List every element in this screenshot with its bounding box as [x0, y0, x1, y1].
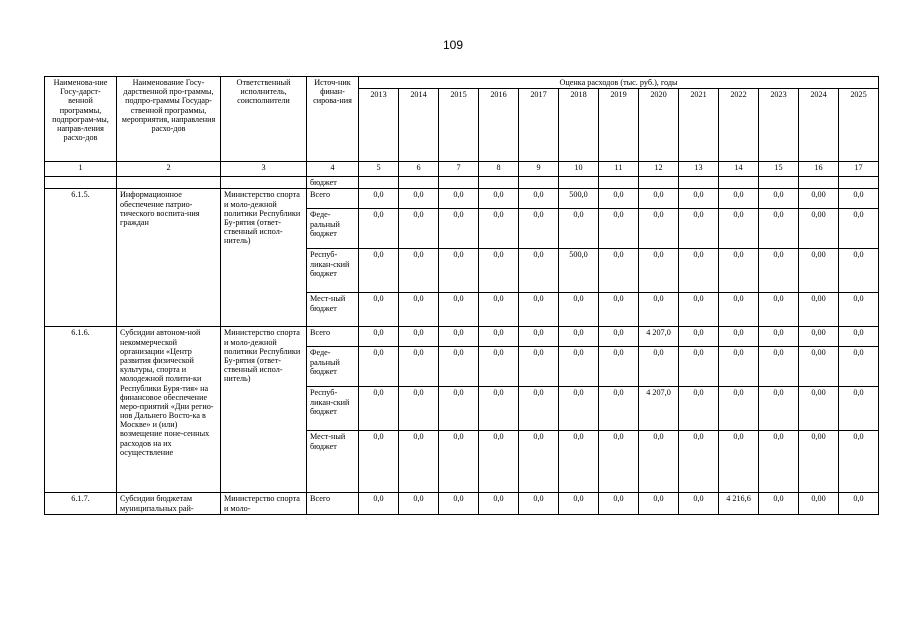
amount-cell: 0,0: [839, 431, 879, 493]
column-number: 7: [439, 162, 479, 177]
amount-cell: 0,0: [839, 387, 879, 431]
amount-cell: 4 216,6: [719, 493, 759, 515]
amount-cell: 0,0: [439, 387, 479, 431]
funding-source-cell: Мест-ный бюджет: [307, 293, 359, 327]
amount-cell: 0,00: [799, 387, 839, 431]
funding-source-cell: Респуб-ликан-ский бюджет: [307, 249, 359, 293]
amount-cell: 0,0: [759, 387, 799, 431]
amount-cell: 0,0: [719, 327, 759, 347]
amount-cell: 0,0: [559, 293, 599, 327]
amount-cell: 0,0: [679, 249, 719, 293]
page-number: 109: [442, 38, 464, 52]
column-number: 3: [221, 162, 307, 177]
column-number: 6: [399, 162, 439, 177]
amount-cell: 0,0: [599, 387, 639, 431]
amount-cell: 0,0: [479, 189, 519, 209]
amount-cell: 0,0: [559, 209, 599, 249]
amount-cell: 0,00: [799, 249, 839, 293]
amount-cell: 0,0: [439, 209, 479, 249]
carry-over-row: [45, 177, 879, 189]
header-program-name: Наименова-ние Госу-дарст-венной программы, подпрограм-мы, направ-ления расхо-дов: [45, 77, 117, 162]
amount-cell: 0,0: [439, 347, 479, 387]
column-number: 16: [799, 162, 839, 177]
amount-cell: 0,0: [599, 249, 639, 293]
amount-cell: 0,0: [679, 387, 719, 431]
amount-cell: 0,0: [559, 387, 599, 431]
amount-cell: 0,00: [799, 189, 839, 209]
amount-cell: 0,0: [519, 347, 559, 387]
table-row: [45, 493, 879, 515]
amount-cell: 0,0: [599, 209, 639, 249]
year-header: 2015: [439, 89, 479, 162]
responsible-executor: Министерство спорта и моло-дежной политики Республики Бу-рятия (ответ-ственный испол-нитель): [221, 189, 307, 327]
responsible-executor: Министерство спорта и моло-дежной политики Республики Бу-рятия (ответ-ственный испол-нитель): [221, 327, 307, 493]
funding-source-cell: бюджет: [307, 177, 359, 189]
amount-cell: 0,0: [399, 209, 439, 249]
measure-name: Информационное обеспечение патрио-тического воспита-ния граждан: [117, 189, 221, 327]
amount-cell: 0,0: [839, 347, 879, 387]
amount-cell: 0,0: [599, 493, 639, 515]
year-header: 2016: [479, 89, 519, 162]
amount-cell: 0,0: [519, 431, 559, 493]
amount-cell: 0,0: [479, 387, 519, 431]
measure-code: 6.1.5.: [45, 189, 117, 327]
amount-cell: 0,0: [399, 347, 439, 387]
table-body: [45, 177, 879, 515]
column-number: 2: [117, 162, 221, 177]
amount-cell: 0,0: [399, 189, 439, 209]
amount-cell: 0,0: [679, 209, 719, 249]
amount-cell: 0,0: [359, 387, 399, 431]
amount-cell: 0,0: [759, 327, 799, 347]
header-funding-source: Источ-ник финан-сирова-ния: [307, 77, 359, 162]
amount-cell: 0,0: [719, 387, 759, 431]
amount-cell: 0,00: [799, 347, 839, 387]
amount-cell: 0,0: [359, 431, 399, 493]
amount-cell: 0,0: [639, 189, 679, 209]
amount-cell: 0,0: [399, 493, 439, 515]
amount-cell: 0,0: [599, 347, 639, 387]
column-number: 15: [759, 162, 799, 177]
year-header: 2022: [719, 89, 759, 162]
amount-cell: 0,0: [639, 209, 679, 249]
amount-cell: 0,0: [359, 293, 399, 327]
column-number: 9: [519, 162, 559, 177]
amount-cell: 0,0: [719, 249, 759, 293]
header-measure-name: Наименование Госу-дарственной про-граммы, подпро-граммы Государ-ственной программы, мероприятия, направления расхо-дов: [117, 77, 221, 162]
year-header: 2023: [759, 89, 799, 162]
amount-cell: 0,0: [599, 189, 639, 209]
amount-cell: 0,0: [839, 189, 879, 209]
amount-cell: 0,0: [679, 327, 719, 347]
amount-cell: 0,0: [479, 249, 519, 293]
amount-cell: 0,0: [679, 347, 719, 387]
amount-cell: 0,0: [399, 431, 439, 493]
year-header: 2021: [679, 89, 719, 162]
amount-cell: 0,00: [799, 209, 839, 249]
expenditure-table: [44, 76, 879, 515]
amount-cell: 0,0: [519, 189, 559, 209]
amount-cell: 0,0: [679, 493, 719, 515]
amount-cell: 0,0: [639, 347, 679, 387]
amount-cell: 0,0: [479, 209, 519, 249]
amount-cell: 0,0: [639, 293, 679, 327]
amount-cell: 0,0: [719, 347, 759, 387]
table-row: [45, 189, 879, 209]
amount-cell: 4 207,0: [639, 327, 679, 347]
amount-cell: 0,0: [519, 209, 559, 249]
amount-cell: 0,0: [639, 249, 679, 293]
amount-cell: 0,0: [479, 493, 519, 515]
year-header: 2014: [399, 89, 439, 162]
header-executor: Ответственный исполнитель, соисполнители: [221, 77, 307, 162]
column-number: 11: [599, 162, 639, 177]
funding-source-cell: Всего: [307, 327, 359, 347]
column-number: 17: [839, 162, 879, 177]
amount-cell: 0,0: [519, 327, 559, 347]
amount-cell: 0,0: [639, 493, 679, 515]
amount-cell: 0,0: [359, 347, 399, 387]
year-header: 2019: [599, 89, 639, 162]
amount-cell: 0,0: [479, 293, 519, 327]
amount-cell: 500,0: [559, 189, 599, 209]
column-number: 13: [679, 162, 719, 177]
amount-cell: 0,00: [799, 431, 839, 493]
header-expense-estimate: Оценка расходов (тыс. руб.), годы: [359, 77, 879, 89]
amount-cell: 0,00: [799, 327, 839, 347]
amount-cell: 0,0: [399, 249, 439, 293]
amount-cell: 0,0: [519, 293, 559, 327]
amount-cell: 0,0: [759, 293, 799, 327]
amount-cell: 0,0: [679, 431, 719, 493]
amount-cell: 0,0: [439, 327, 479, 347]
amount-cell: 0,0: [759, 189, 799, 209]
amount-cell: 0,0: [759, 209, 799, 249]
amount-cell: 0,0: [839, 493, 879, 515]
year-header: 2020: [639, 89, 679, 162]
amount-cell: 0,0: [839, 327, 879, 347]
amount-cell: 0,0: [479, 347, 519, 387]
funding-source-cell: Мест-ный бюджет: [307, 431, 359, 493]
amount-cell: 0,0: [599, 327, 639, 347]
amount-cell: 0,0: [359, 249, 399, 293]
column-number-row: [45, 162, 879, 177]
amount-cell: 0,0: [439, 431, 479, 493]
column-number: 12: [639, 162, 679, 177]
table-header: [45, 77, 879, 177]
year-header: 2017: [519, 89, 559, 162]
amount-cell: 0,0: [399, 387, 439, 431]
amount-cell: 500,0: [559, 249, 599, 293]
column-number: 4: [307, 162, 359, 177]
column-number: 8: [479, 162, 519, 177]
measure-code: 6.1.6.: [45, 327, 117, 493]
column-number: 5: [359, 162, 399, 177]
column-number: 1: [45, 162, 117, 177]
funding-source-cell: Респуб-ликан-ский бюджет: [307, 387, 359, 431]
funding-source-cell: Всего: [307, 189, 359, 209]
amount-cell: 0,0: [399, 293, 439, 327]
responsible-executor: Министерство спорта и моло-: [221, 493, 307, 515]
amount-cell: 0,00: [799, 493, 839, 515]
table-row: [45, 327, 879, 347]
amount-cell: 0,0: [759, 493, 799, 515]
column-number: 10: [559, 162, 599, 177]
amount-cell: 0,0: [759, 431, 799, 493]
amount-cell: 0,0: [359, 209, 399, 249]
amount-cell: 0,0: [439, 189, 479, 209]
year-header: 2024: [799, 89, 839, 162]
amount-cell: 0,0: [359, 493, 399, 515]
amount-cell: 0,0: [839, 293, 879, 327]
amount-cell: 0,0: [399, 327, 439, 347]
amount-cell: 0,0: [559, 493, 599, 515]
amount-cell: 0,0: [439, 249, 479, 293]
column-number: 14: [719, 162, 759, 177]
amount-cell: 0,0: [719, 293, 759, 327]
amount-cell: 0,0: [719, 189, 759, 209]
amount-cell: 0,0: [719, 209, 759, 249]
amount-cell: 0,0: [599, 293, 639, 327]
amount-cell: 0,0: [519, 493, 559, 515]
amount-cell: 0,0: [839, 209, 879, 249]
amount-cell: 0,0: [599, 431, 639, 493]
amount-cell: 0,0: [559, 431, 599, 493]
amount-cell: 0,0: [479, 431, 519, 493]
amount-cell: 0,0: [439, 293, 479, 327]
year-header: 2025: [839, 89, 879, 162]
measure-code: 6.1.7.: [45, 493, 117, 515]
amount-cell: 0,0: [679, 293, 719, 327]
amount-cell: 0,0: [639, 431, 679, 493]
amount-cell: 0,0: [839, 249, 879, 293]
amount-cell: 0,00: [799, 293, 839, 327]
amount-cell: 0,0: [759, 347, 799, 387]
amount-cell: 0,0: [679, 189, 719, 209]
year-header: 2013: [359, 89, 399, 162]
amount-cell: 0,0: [359, 189, 399, 209]
amount-cell: 0,0: [759, 249, 799, 293]
amount-cell: 0,0: [559, 347, 599, 387]
amount-cell: 0,0: [479, 327, 519, 347]
measure-name: Субсидии бюджетам муниципальных рай-: [117, 493, 221, 515]
amount-cell: 0,0: [359, 327, 399, 347]
amount-cell: 0,0: [439, 493, 479, 515]
amount-cell: 0,0: [559, 327, 599, 347]
measure-name: Субсидии автоном-ной некоммерческой организации «Центр развития физической культуры, спорта и молодежной полити-ки Республики Буря-тия» на финансовое обеспечение меро-приятий «Дни регио-нов Дальнего Восто-ка в Москве» и (или) возмещение поне-сенных расходов на их осуществление: [117, 327, 221, 493]
funding-source-cell: Феде-ральный бюджет: [307, 209, 359, 249]
amount-cell: 4 207,0: [639, 387, 679, 431]
year-header: 2018: [559, 89, 599, 162]
funding-source-cell: Всего: [307, 493, 359, 515]
amount-cell: 0,0: [519, 387, 559, 431]
funding-source-cell: Феде-ральный бюджет: [307, 347, 359, 387]
amount-cell: 0,0: [519, 249, 559, 293]
amount-cell: 0,0: [719, 431, 759, 493]
